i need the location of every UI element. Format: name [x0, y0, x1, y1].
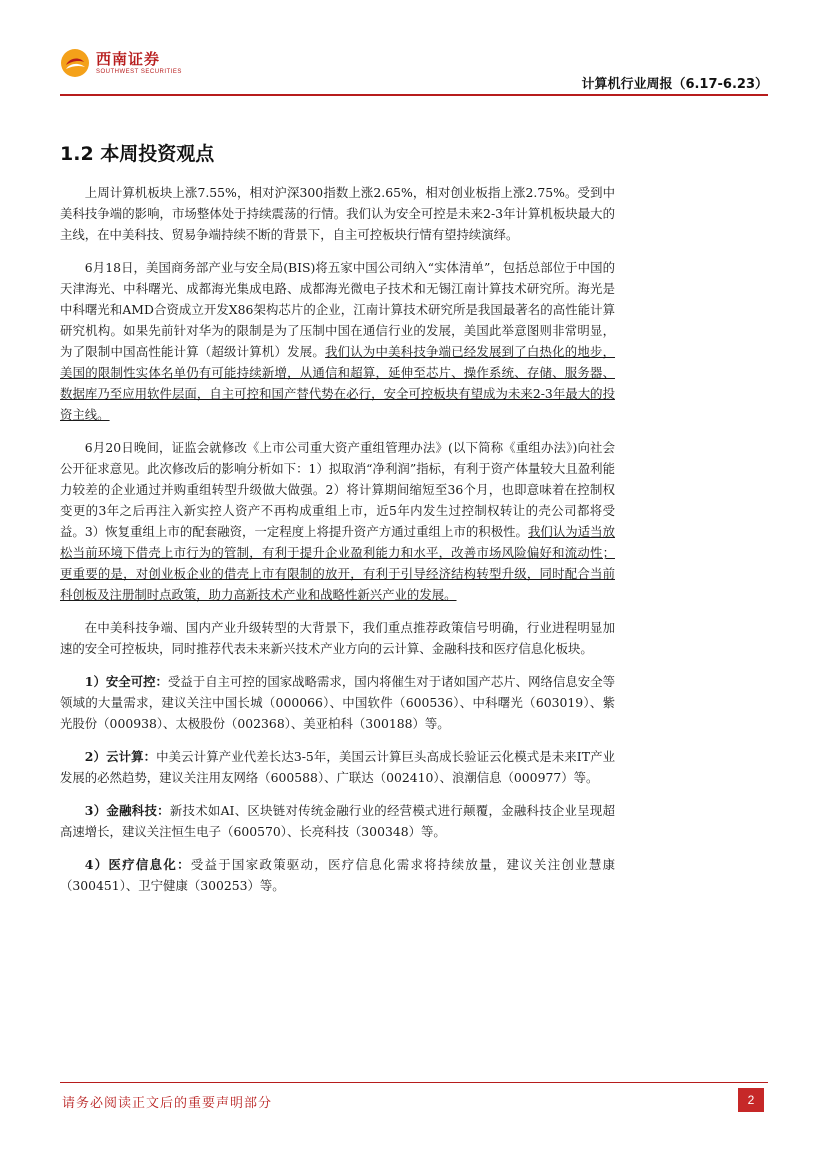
- logo-mark-icon: [60, 48, 90, 78]
- item-label: 2）云计算：: [84, 749, 157, 764]
- footer-disclaimer: 请务必阅读正文后的重要声明部分: [62, 1096, 273, 1111]
- footer-divider: [60, 1082, 768, 1083]
- brand-name-en: SOUTHWEST SECURITIES: [96, 68, 182, 75]
- item-text: 受益于自主可控的国家战略需求，国内将催生对于诸如国产芯片、网络信息安全等领域的大量需求，建议关注中国长城（000066）、中国软件（600536）、中科曙光（603019）、紫光股份（000938）、太极股份（002368）、美亚柏科（300188）等。: [60, 674, 616, 731]
- list-item: [60, 854, 615, 896]
- item-text: 中美云计算产业代差长达3-5年，美国云计算巨头高成长验证云化模式是未来IT产业发展的必然趋势，建议关注用友网络（600588）、广联达（002410）、浪潮信息（000977）等。: [60, 749, 615, 785]
- entity-list-view: 我们认为中美科技争端已经发展到了白热化的地步，美国的限制性实体名单仍有可能持续新增，从通信和超算，延伸至芯片、操作系统、存储、服务器、数据库乃至应用软件层面，自主可控和国产替代势在必行，安全可控板块有望成为未来2-3年最大的投资主线。: [60, 344, 616, 422]
- list-item: [60, 671, 615, 734]
- entity-list-text: 6月18日，美国商务部产业与安全局(BIS)将五家中国公司纳入“实体清单”，包括总部位于中国的天津海光、中科曙光、成都海光集成电路、成都海光微电子技术和无锡江南计算技术研究所。海光是中科曙光和AMD合资成立开发X86架构芯片的企业，江南计算技术研究所是我国最著名的高性能计算研究机构。如果先前针对华为的限制是为了压制中国在通信行业的发展，美国此举意图则非常明显，为了限制中国高性能计算（超级计算机）发展。: [60, 260, 615, 359]
- item-text: 受益于国家政策驱动，医疗信息化需求将持续放量，建议关注创业慧康（300451）、卫宁健康（300253）等。: [60, 857, 616, 893]
- paragraph-restructuring-rules: [60, 437, 615, 605]
- item-label: 4）医疗信息化：: [84, 857, 191, 872]
- brand-name-cn: 西南证券: [96, 49, 161, 68]
- item-label: 3）金融科技：: [84, 803, 170, 818]
- section-title: 1.2 本周投资观点: [60, 143, 215, 165]
- list-item: [60, 800, 615, 842]
- item-text: 新技术如AI、区块链对传统金融行业的经营模式进行颠覆，金融科技企业呈现超高速增长，建议关注恒生电子（600570）、长亮科技（300348）等。: [60, 803, 616, 839]
- list-item: [60, 746, 615, 788]
- restructuring-view: 我们认为适当放松当前环境下借壳上市行为的管制，有利于提升企业盈利能力和水平，改善市场风险偏好和流动性；更重要的是，对创业板企业的借壳上市有限制的放开，有利于引导经济结构转型升级，同时配合当前科创板及注册制时点政策，助力高新技术产业和战略性新兴产业的发展。: [60, 524, 615, 602]
- main-content: [60, 140, 615, 908]
- page-header: [60, 48, 768, 96]
- report-title: 计算机行业周报（6.17-6.23）: [581, 77, 768, 92]
- page-number: 2: [738, 1088, 764, 1112]
- item-label: 1）安全可控：: [84, 674, 168, 689]
- paragraph-recommendation: 在中美科技争端、国内产业升级转型的大背景下，我们重点推荐政策信号明确，行业进程明显加速的安全可控板块，同时推荐代表未来新兴技术产业方向的云计算、金融科技和医疗信息化板块。: [60, 620, 615, 656]
- header-divider: [60, 94, 768, 96]
- paragraph-market-review: 上周计算机板块上涨7.55%，相对沪深300指数上涨2.65%，相对创业板指上涨2.75%。受到中美科技争端的影响，市场整体处于持续震荡的行情。我们认为安全可控是未来2-3年计算机板块最大的主线，在中美科技、贸易争端持续不断的背景下，自主可控板块行情有望持续演绎。: [60, 185, 615, 242]
- paragraph-entity-list: [60, 257, 615, 425]
- restructuring-text: 6月20日晚间，证监会就修改《上市公司重大资产重组管理办法》(以下简称《重组办法》)向社会公开征求意见。此次修改后的影响分析如下：1）拟取消“净利润”指标，有利于资产体量较大且盈利能力较差的企业通过并购重组转型升级做大做强。2）将计算期间缩短至36个月，也即意味着在控制权变更的3年之后再注入新实控人资产不再构成重组上市，近5年内发生过控制权转让的壳公司都将受益。3）恢复重组上市的配套融资，一定程度上将提升资产方通过重组上市的积极性。: [60, 440, 615, 539]
- brand-logo: [60, 48, 182, 78]
